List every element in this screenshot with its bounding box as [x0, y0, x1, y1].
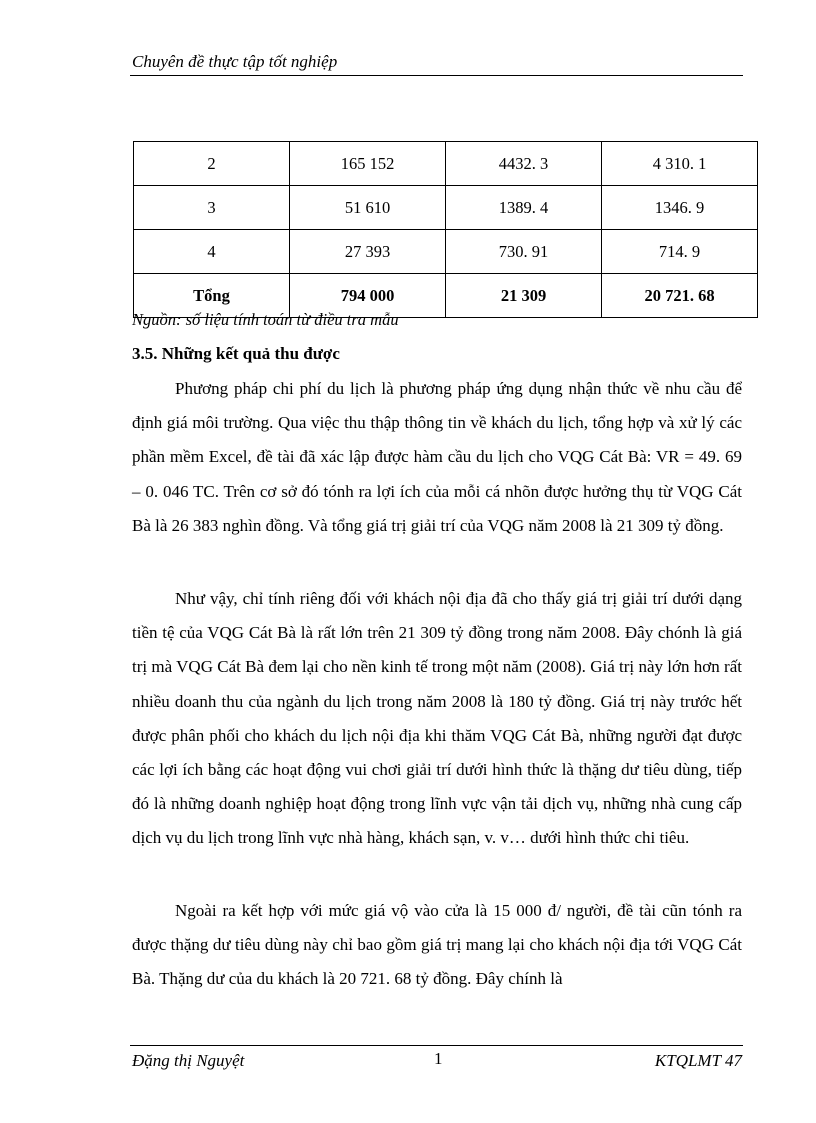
table-cell: 4 310. 1 — [602, 142, 758, 186]
table-row — [134, 142, 758, 186]
table-cell: 794 000 — [290, 274, 446, 318]
table-cell: Tổng — [134, 274, 290, 318]
table-cell: 4432. 3 — [446, 142, 602, 186]
paragraph: Ngoài ra kết hợp với mức giá vộ vào cửa là 15 000 đ/ người, đề tài cũn tónh ra được thặng dư tiêu dùng này chỉ bao gồm giá trị mang lại cho khách nội địa tới VQG Cát Bà. Thặng dư của du khách là 20 721. 68 tỷ đồng. Đây chính là — [132, 901, 742, 989]
header-rule — [130, 75, 743, 76]
table-cell: 2 — [134, 142, 290, 186]
table-cell: 20 721. 68 — [602, 274, 758, 318]
table-cell: 714. 9 — [602, 230, 758, 274]
table-cell: 1389. 4 — [446, 186, 602, 230]
table-cell: 165 152 — [290, 142, 446, 186]
data-table — [133, 141, 758, 318]
table-cell: 4 — [134, 230, 290, 274]
table-source-note: Nguồn: số liệu tính toán từ điều tra mẫu — [132, 310, 399, 329]
table-cell: 3 — [134, 186, 290, 230]
table-cell: 27 393 — [290, 230, 446, 274]
footer-rule — [130, 1045, 743, 1046]
table-row — [134, 230, 758, 274]
footer-class-code: KTQLMT 47 — [654, 1051, 742, 1070]
paragraph: Phương pháp chi phí du lịch là phương pháp ứng dụng nhận thức về nhu cầu để định giá môi trường. Qua việc thu thập thông tin về khách du lịch, tổng hợp và xử lý các phần mềm Excel, đề tài đã xác lập được hàm cầu du lịch cho VQG Cát Bà: VR = 49. 69 – 0. 046 TC. Trên cơ sở đó tónh ra lợi ích của mỗi cá nhõn được hưởng thụ từ VQG Cát Bà là 26 383 nghìn đồng. Và tổng giá trị giải trí của VQG năm 2008 là 21 309 tỷ đồng. — [132, 379, 742, 535]
table-cell: 730. 91 — [446, 230, 602, 274]
running-header-title: Chuyên đề thực tập tốt nghiệp — [132, 52, 338, 71]
footer-author: Đặng thị Nguyệt — [132, 1051, 245, 1070]
table-cell: 1346. 9 — [602, 186, 758, 230]
paragraph: Như vậy, chỉ tính riêng đối với khách nội địa đã cho thấy giá trị giải trí dưới dạng tiền tệ của VQG Cát Bà là rất lớn trên 21 309 tỷ đồng trong năm 2008. Đây chónh là giá trị mà VQG Cát Bà đem lại cho nền kinh tế trong một năm (2008). Giá trị này lớn hơn rất nhiều doanh thu của ngành du lịch trong năm 2008 là 180 tỷ đồng. Giá trị này trước hết được phân phối cho khách du lịch nội địa khi thăm VQG Cát Bà, những người đạt được các lợi ích bằng các hoạt động vui chơi giải trí dưới hình thức là thặng dư tiêu dùng, tiếp đó là những doanh nghiệp hoạt động trong lĩnh vực vận tải dịch vụ, những nhà cung cấp dịch vụ du lịch trong lĩnh vực nhà hàng, khách sạn, v. v… dưới hình thức chi tiêu. — [132, 589, 742, 848]
table-cell: 21 309 — [446, 274, 602, 318]
section-heading: 3.5. Những kết quả thu được — [132, 344, 340, 363]
page-number: 1 — [434, 1049, 443, 1068]
table-row — [134, 186, 758, 230]
table-cell: 51 610 — [290, 186, 446, 230]
